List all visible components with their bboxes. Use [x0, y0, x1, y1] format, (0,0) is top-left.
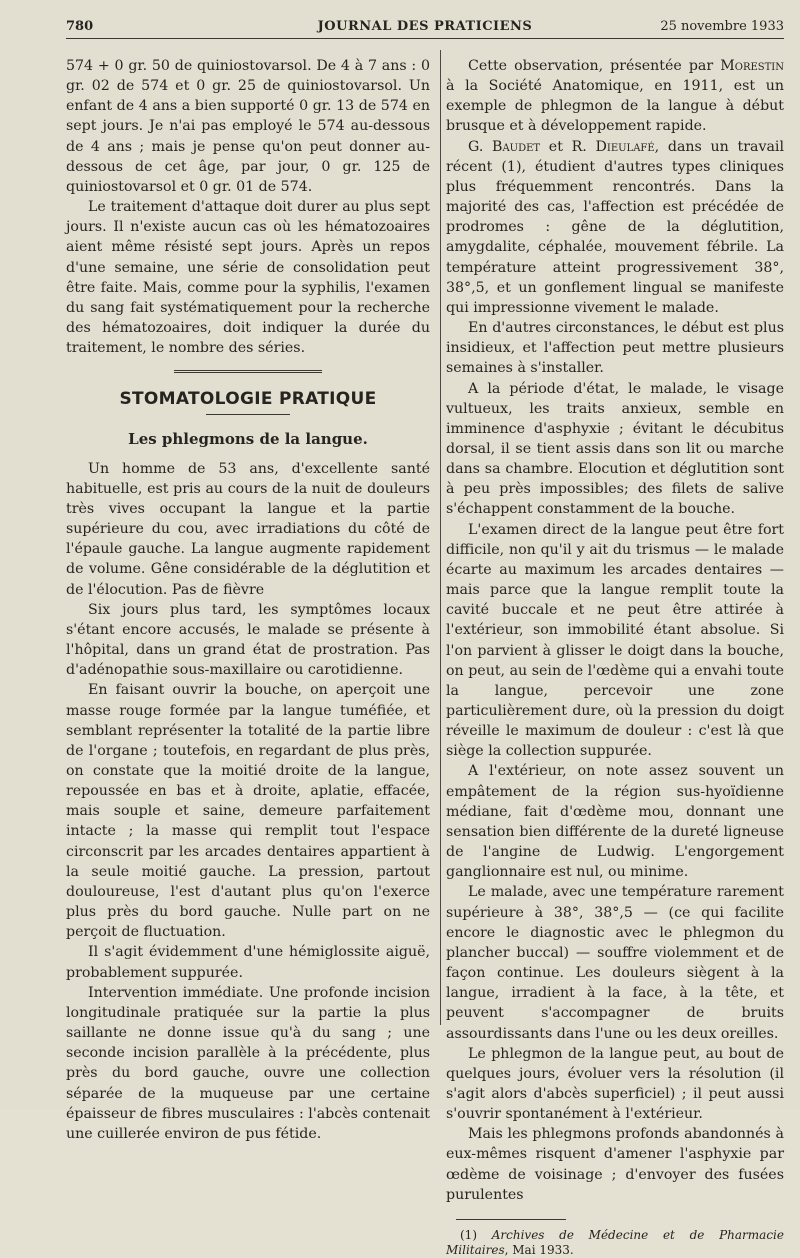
issue-date: 25 novembre 1933: [660, 19, 784, 34]
author-name: R. Dieulafé: [571, 138, 655, 155]
text-run: Cette observation, présentée par: [468, 58, 721, 74]
journal-title: JOURNAL DES PRATICIENS: [317, 19, 533, 34]
article-paragraph: A l'extérieur, on note assez souvent un empâtement de la région sus-hyoïdienne médiane, fait d'œdème mou, donnant une sensation bien différente de la dureté ligneuse de l'angine de Ludwig. L'engorgement ganglionnaire est nul, ou minime.: [446, 763, 784, 881]
page-header: [66, 16, 784, 39]
article-paragraph: En faisant ouvrir la bouche, on aperçoit une masse rouge formée par la langue tuméfiée, et semblant représenter la totalité de la partie libre de l'organe ; toutefois, en regardant de plus près, on constate que la moitié droite de la langue, repoussée en bas et à droite, aplatie, effacée, mais souple et saine, demeure parfaitement intacte ; la masse qui remplit tout l'espace circonscrit par les arcades dentaires appartient à la seule moitié gauche. La pression, partout douloureuse, l'est d'autant plus qu'on l'exerce plus près du bord gauche. Nulle part on ne perçoit de fluctuation.: [66, 682, 430, 941]
article-paragraph: Mais les phlegmons profonds abandonnés à eux-mêmes risquent d'amener l'asphyxie par œdème de voisinage ; d'envoyer des fusées purulentes: [446, 1126, 784, 1203]
author-name: Morestin: [720, 58, 784, 74]
footnote-separator: [456, 1219, 566, 1220]
article-paragraph: [446, 137, 784, 318]
article-paragraph: A la période d'état, le malade, le visage vultueux, les traits anxieux, semble en imminence d'asphyxie ; évitant le décubitus dorsal, il se tient assis dans son lit ou marche dans sa chambre. Elocution et déglutition sont à peu près impossibles; des filets de salive s'échappent constamment de la bouche.: [446, 380, 784, 518]
article-paragraph: Six jours plus tard, les symptômes locaux s'étant encore accusés, le malade se présente à l'hôpital, dans un grand état de prostration. Pas d'adénopathie sous-maxillaire ou carotidienne.: [66, 601, 430, 679]
section-separator: [174, 370, 322, 375]
text-run: à la Société Anatomique, en 1911, est un exemple de phlegmon de la langue à début brusque et à développement rapide.: [446, 78, 784, 135]
article-paragraph: Intervention immédiate. Une profonde incision longitudinale pratiquée sur la partie la plus saillante ne donne issue qu'à du sang ; une seconde incision parallèle à la précédente, plus près du bord gauche, ouvre une collection séparée de la muqueuse par une certaine épaisseur de fibres musculaires : l'abcès contenait une cuillerée environ de pus fétide.: [66, 984, 430, 1142]
left-column: [66, 56, 430, 1144]
text-run: , dans un travail récent (1), étudient d'autres types cliniques plus fréquemment rencontrés. Dans la majorité des cas, l'affection est précédée de prodromes : gêne de la déglutition, amygdalite, céphalée, mouvement fébrile. La température atteint progressivement 38°, 38°,5, et un gonflement lingual se manifeste qui impressionne vivement le malade.: [446, 138, 784, 316]
right-column: [446, 56, 784, 1257]
footnote-source: Archives de Médecine et de Pharmacie Militaires: [446, 1227, 784, 1257]
footnote-marker: (1): [460, 1227, 492, 1242]
article-paragraph: Il s'agit évidemment d'une hémiglossite aiguë, probablement suppurée.: [66, 944, 430, 981]
column-divider: [440, 50, 441, 1025]
author-name: G. Baudet: [468, 138, 541, 155]
article-paragraph: L'examen direct de la langue peut être fort difficile, non qu'il y ait du trismus — le malade écarte au maximum les arcades dentaires — mais parce que la langue remplit toute la cavité buccale et ne peut être attirée à l'extérieur, son immobilité étant absolue. Si l'on parvient à glisser le doigt dans la bouche, on peut, au sein de l'œdème qui a envahi toute la langue, percevoir une zone particulièrement dure, où la pression du doigt réveille le maximum de douleur : c'est là que siège la collection suppurée.: [446, 521, 784, 760]
section-title-underline: [206, 414, 290, 415]
article-title: Les phlegmons de la langue.: [128, 429, 368, 448]
article-paragraph: Un homme de 53 ans, d'excellente santé habituelle, est pris au cours de la nuit de douleurs très vives occupant la langue et la partie supérieure du cou, avec irradiations du côté de l'épaule gauche. La langue augmente rapidement de volume. Gêne considérable de la déglutition et de l'élocution. Pas de fièvre: [66, 460, 430, 598]
section-title: STOMATOLOGIE PRATIQUE: [119, 389, 377, 410]
article-paragraph: Le malade, avec une température rarement supérieure à 38°, 38°,5 — (ce qui facilite encore le diagnostic avec le phlegmon du plancher buccal) — souffre violemment et de façon continue. Les douleurs siègent à la langue, irradient à la face, à la tête, et peuvent s'accompagner de bruits assourdissants dans l'une ou les deux oreilles.: [446, 884, 784, 1042]
article-paragraph: Le phlegmon de la langue peut, au bout de quelques jours, évoluer vers la résolution (il s'agit alors d'abcès superficiel) ; il peut aussi s'ouvrir spontanément à l'extérieur.: [446, 1045, 784, 1123]
footnote-date: , Mai 1933.: [504, 1242, 574, 1257]
text-run: et: [540, 138, 572, 155]
article-paragraph: [446, 56, 784, 137]
footnote: [446, 1228, 784, 1258]
page-number: 780: [66, 19, 94, 34]
article-paragraph: En d'autres circonstances, le début est plus insidieux, et l'affection peut mettre plusieurs semaines à s'installer.: [446, 320, 784, 377]
continuation-paragraph: 574 + 0 gr. 50 de quiniostovarsol. De 4 à 7 ans : 0 gr. 02 de 574 et 0 gr. 25 de quiniostovarsol. Un enfant de 4 ans a bien supporté 0 gr. 13 de 574 en sept jours. Je n'ai pas employé le 574 au-dessous de 4 ans ; mais je pense qu'on peut donner au-dessous de cet âge, par jour, 0 gr. 125 de quiniostovarsol et 0 gr. 01 de 574.: [66, 58, 430, 195]
continuation-paragraph: Le traitement d'attaque doit durer au plus sept jours. Il n'existe aucun cas où les hématozoaires aient même résisté sept jours. Après un repos d'une semaine, une série de consolidation peut être faite. Mais, comme pour la syphilis, l'examen du sang fait systématiquement pour la recherche des hématozoaires, doit indiquer la durée du traitement, le nombre des séries.: [66, 199, 430, 357]
